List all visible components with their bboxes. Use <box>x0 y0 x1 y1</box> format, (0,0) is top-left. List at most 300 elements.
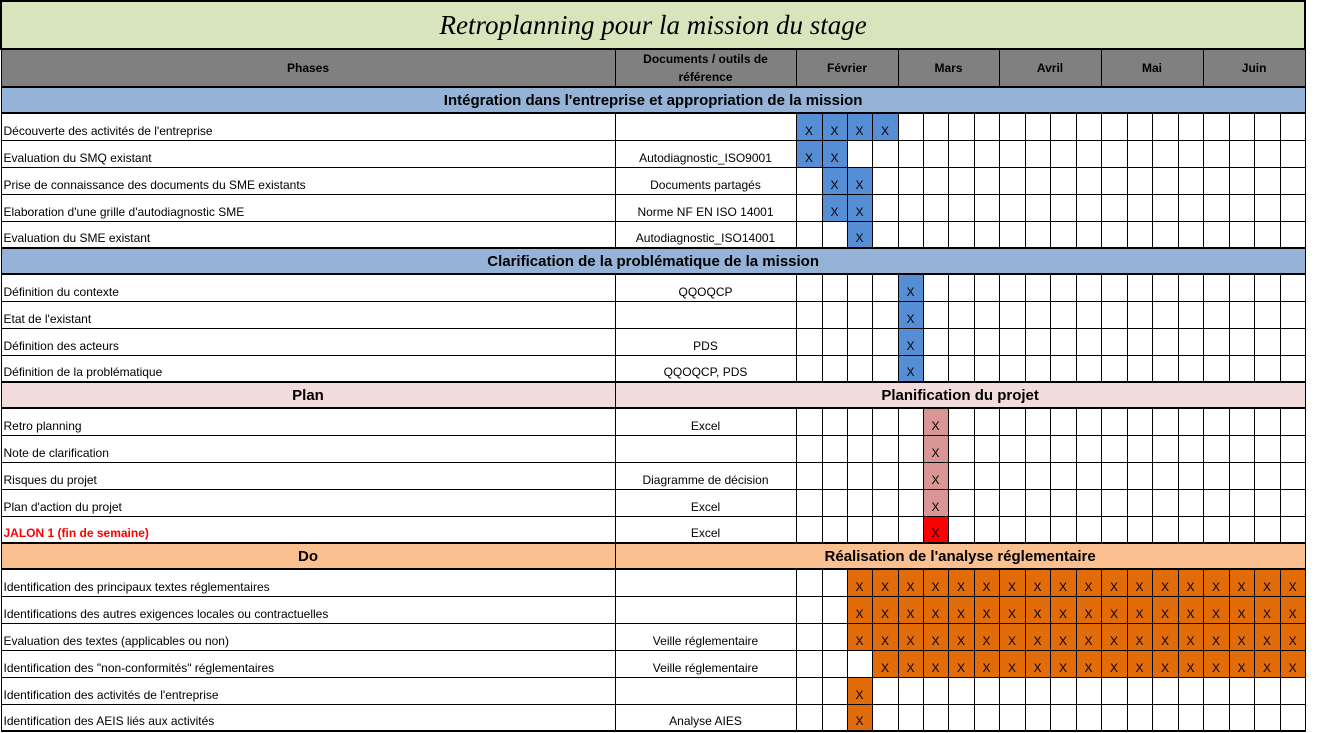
week-cell[interactable] <box>1229 677 1254 704</box>
week-cell[interactable] <box>1152 435 1178 462</box>
week-cell[interactable] <box>872 301 898 328</box>
week-cell[interactable]: X <box>1127 650 1152 677</box>
week-cell[interactable]: X <box>923 650 948 677</box>
week-cell[interactable] <box>1152 489 1178 516</box>
week-cell[interactable] <box>872 274 898 301</box>
week-cell[interactable] <box>872 704 898 731</box>
phase-cell[interactable]: Retro planning <box>1 408 615 435</box>
week-cell[interactable]: X <box>1127 569 1152 596</box>
week-cell[interactable] <box>1280 408 1305 435</box>
week-cell[interactable] <box>974 221 999 248</box>
week-cell[interactable]: X <box>847 194 872 221</box>
phase-cell[interactable]: Evaluation du SMQ existant <box>1 140 615 167</box>
week-cell[interactable]: X <box>948 650 974 677</box>
document-cell[interactable]: Diagramme de décision <box>615 462 796 489</box>
week-cell[interactable]: X <box>1229 650 1254 677</box>
week-cell[interactable]: X <box>898 650 923 677</box>
phase-cell[interactable]: Identification des AEIS liés aux activités <box>1 704 615 731</box>
week-cell[interactable]: X <box>898 274 923 301</box>
week-cell[interactable]: X <box>923 569 948 596</box>
document-cell[interactable] <box>615 301 796 328</box>
week-cell[interactable] <box>822 650 847 677</box>
week-cell[interactable] <box>1178 194 1203 221</box>
week-cell[interactable] <box>1203 167 1229 194</box>
week-cell[interactable]: X <box>872 596 898 623</box>
week-cell[interactable] <box>1050 194 1076 221</box>
week-cell[interactable] <box>1050 677 1076 704</box>
week-cell[interactable]: X <box>1050 569 1076 596</box>
week-cell[interactable] <box>796 328 822 355</box>
week-cell[interactable]: X <box>999 569 1025 596</box>
week-cell[interactable] <box>1178 274 1203 301</box>
week-cell[interactable] <box>898 462 923 489</box>
week-cell[interactable] <box>1127 462 1152 489</box>
week-cell[interactable] <box>1152 328 1178 355</box>
week-cell[interactable]: X <box>822 113 847 140</box>
document-cell[interactable]: Excel <box>615 516 796 543</box>
week-cell[interactable] <box>796 462 822 489</box>
week-cell[interactable] <box>847 408 872 435</box>
week-cell[interactable] <box>1178 408 1203 435</box>
week-cell[interactable] <box>1050 489 1076 516</box>
week-cell[interactable] <box>923 301 948 328</box>
document-cell[interactable]: Excel <box>615 489 796 516</box>
week-cell[interactable] <box>1229 221 1254 248</box>
week-cell[interactable]: X <box>1280 623 1305 650</box>
week-cell[interactable]: X <box>872 623 898 650</box>
week-cell[interactable] <box>822 704 847 731</box>
week-cell[interactable] <box>974 113 999 140</box>
week-cell[interactable] <box>1076 516 1101 543</box>
week-cell[interactable] <box>872 489 898 516</box>
week-cell[interactable] <box>1254 328 1280 355</box>
week-cell[interactable] <box>1203 435 1229 462</box>
week-cell[interactable] <box>1025 221 1050 248</box>
week-cell[interactable]: X <box>822 194 847 221</box>
week-cell[interactable]: X <box>1050 596 1076 623</box>
week-cell[interactable] <box>1076 113 1101 140</box>
document-cell[interactable]: Autodiagnostic_ISO14001 <box>615 221 796 248</box>
week-cell[interactable]: X <box>898 355 923 382</box>
week-cell[interactable] <box>796 167 822 194</box>
week-cell[interactable]: X <box>1254 650 1280 677</box>
week-cell[interactable] <box>974 516 999 543</box>
week-cell[interactable] <box>1178 489 1203 516</box>
week-cell[interactable] <box>923 140 948 167</box>
week-cell[interactable] <box>1101 408 1127 435</box>
week-cell[interactable] <box>1127 516 1152 543</box>
week-cell[interactable] <box>822 569 847 596</box>
week-cell[interactable] <box>923 355 948 382</box>
week-cell[interactable]: X <box>1152 650 1178 677</box>
phase-cell[interactable]: Définition du contexte <box>1 274 615 301</box>
week-cell[interactable] <box>1178 113 1203 140</box>
week-cell[interactable] <box>999 167 1025 194</box>
week-cell[interactable] <box>1254 355 1280 382</box>
week-cell[interactable] <box>1152 301 1178 328</box>
week-cell[interactable] <box>1280 462 1305 489</box>
week-cell[interactable] <box>974 489 999 516</box>
week-cell[interactable] <box>1229 489 1254 516</box>
week-cell[interactable] <box>999 113 1025 140</box>
week-cell[interactable]: X <box>1280 569 1305 596</box>
week-cell[interactable] <box>948 677 974 704</box>
week-cell[interactable]: X <box>847 677 872 704</box>
week-cell[interactable] <box>1254 435 1280 462</box>
week-cell[interactable] <box>1101 221 1127 248</box>
week-cell[interactable] <box>1178 221 1203 248</box>
week-cell[interactable] <box>847 650 872 677</box>
phase-cell[interactable]: Définition de la problématique <box>1 355 615 382</box>
week-cell[interactable] <box>1203 408 1229 435</box>
week-cell[interactable]: X <box>847 113 872 140</box>
week-cell[interactable] <box>1025 516 1050 543</box>
week-cell[interactable] <box>1101 167 1127 194</box>
week-cell[interactable] <box>1025 408 1050 435</box>
week-cell[interactable] <box>898 435 923 462</box>
phase-cell[interactable]: Identification des principaux textes réglementaires <box>1 569 615 596</box>
week-cell[interactable] <box>1127 704 1152 731</box>
week-cell[interactable] <box>1178 462 1203 489</box>
week-cell[interactable] <box>999 355 1025 382</box>
week-cell[interactable] <box>974 274 999 301</box>
week-cell[interactable]: X <box>974 650 999 677</box>
week-cell[interactable] <box>974 301 999 328</box>
week-cell[interactable] <box>1076 274 1101 301</box>
week-cell[interactable] <box>1178 435 1203 462</box>
week-cell[interactable] <box>898 194 923 221</box>
week-cell[interactable] <box>999 221 1025 248</box>
week-cell[interactable] <box>898 140 923 167</box>
week-cell[interactable] <box>1203 355 1229 382</box>
week-cell[interactable] <box>822 489 847 516</box>
week-cell[interactable] <box>999 677 1025 704</box>
week-cell[interactable] <box>1127 140 1152 167</box>
week-cell[interactable]: X <box>872 113 898 140</box>
week-cell[interactable] <box>1152 113 1178 140</box>
week-cell[interactable] <box>1203 462 1229 489</box>
week-cell[interactable] <box>999 516 1025 543</box>
week-cell[interactable]: X <box>1203 596 1229 623</box>
week-cell[interactable] <box>1280 274 1305 301</box>
week-cell[interactable] <box>796 408 822 435</box>
week-cell[interactable]: X <box>1050 650 1076 677</box>
week-cell[interactable] <box>898 516 923 543</box>
week-cell[interactable] <box>847 462 872 489</box>
week-cell[interactable] <box>1280 301 1305 328</box>
week-cell[interactable] <box>1127 221 1152 248</box>
week-cell[interactable] <box>847 328 872 355</box>
week-cell[interactable]: X <box>1203 650 1229 677</box>
week-cell[interactable] <box>822 328 847 355</box>
week-cell[interactable] <box>898 489 923 516</box>
week-cell[interactable] <box>1203 516 1229 543</box>
week-cell[interactable] <box>898 677 923 704</box>
week-cell[interactable] <box>1280 167 1305 194</box>
week-cell[interactable] <box>948 274 974 301</box>
week-cell[interactable] <box>1203 221 1229 248</box>
week-cell[interactable] <box>1254 516 1280 543</box>
week-cell[interactable] <box>872 516 898 543</box>
week-cell[interactable] <box>1280 221 1305 248</box>
week-cell[interactable] <box>872 408 898 435</box>
week-cell[interactable] <box>847 274 872 301</box>
week-cell[interactable]: X <box>1254 596 1280 623</box>
week-cell[interactable] <box>847 140 872 167</box>
week-cell[interactable] <box>1229 113 1254 140</box>
week-cell[interactable] <box>822 301 847 328</box>
document-cell[interactable] <box>615 113 796 140</box>
week-cell[interactable] <box>1203 140 1229 167</box>
week-cell[interactable] <box>1127 355 1152 382</box>
week-cell[interactable] <box>974 408 999 435</box>
week-cell[interactable] <box>999 462 1025 489</box>
week-cell[interactable] <box>872 435 898 462</box>
week-cell[interactable] <box>822 623 847 650</box>
week-cell[interactable]: X <box>1280 650 1305 677</box>
week-cell[interactable] <box>1025 274 1050 301</box>
week-cell[interactable] <box>1050 113 1076 140</box>
week-cell[interactable] <box>1152 274 1178 301</box>
week-cell[interactable] <box>1025 167 1050 194</box>
week-cell[interactable] <box>1127 328 1152 355</box>
week-cell[interactable] <box>923 677 948 704</box>
week-cell[interactable] <box>1203 677 1229 704</box>
week-cell[interactable] <box>1280 677 1305 704</box>
phase-cell[interactable]: Identification des activités de l'entreprise <box>1 677 615 704</box>
week-cell[interactable]: X <box>1203 623 1229 650</box>
document-cell[interactable]: QQOQCP <box>615 274 796 301</box>
document-cell[interactable]: QQOQCP, PDS <box>615 355 796 382</box>
week-cell[interactable] <box>1203 489 1229 516</box>
week-cell[interactable] <box>1050 355 1076 382</box>
document-cell[interactable]: Analyse AIES <box>615 704 796 731</box>
week-cell[interactable]: X <box>999 596 1025 623</box>
week-cell[interactable]: X <box>974 623 999 650</box>
week-cell[interactable]: X <box>1178 623 1203 650</box>
week-cell[interactable] <box>1152 167 1178 194</box>
week-cell[interactable]: X <box>1152 569 1178 596</box>
week-cell[interactable] <box>898 113 923 140</box>
week-cell[interactable] <box>872 355 898 382</box>
week-cell[interactable] <box>1152 516 1178 543</box>
week-cell[interactable] <box>1025 677 1050 704</box>
document-cell[interactable]: Norme NF EN ISO 14001 <box>615 194 796 221</box>
week-cell[interactable] <box>822 355 847 382</box>
week-cell[interactable] <box>847 301 872 328</box>
week-cell[interactable] <box>948 462 974 489</box>
week-cell[interactable]: X <box>1127 623 1152 650</box>
week-cell[interactable] <box>1050 140 1076 167</box>
week-cell[interactable] <box>796 650 822 677</box>
week-cell[interactable] <box>872 221 898 248</box>
week-cell[interactable] <box>923 221 948 248</box>
week-cell[interactable] <box>1025 704 1050 731</box>
week-cell[interactable]: X <box>1178 596 1203 623</box>
week-cell[interactable] <box>1127 167 1152 194</box>
week-cell[interactable] <box>847 435 872 462</box>
week-cell[interactable] <box>1203 113 1229 140</box>
week-cell[interactable] <box>872 328 898 355</box>
week-cell[interactable] <box>948 516 974 543</box>
week-cell[interactable] <box>1050 328 1076 355</box>
week-cell[interactable] <box>1152 408 1178 435</box>
week-cell[interactable] <box>1101 328 1127 355</box>
week-cell[interactable] <box>1127 113 1152 140</box>
week-cell[interactable] <box>1025 355 1050 382</box>
document-cell[interactable]: PDS <box>615 328 796 355</box>
week-cell[interactable] <box>1229 435 1254 462</box>
document-cell[interactable]: Veille réglementaire <box>615 650 796 677</box>
week-cell[interactable] <box>1101 140 1127 167</box>
week-cell[interactable] <box>1178 301 1203 328</box>
week-cell[interactable] <box>1254 301 1280 328</box>
week-cell[interactable] <box>796 596 822 623</box>
week-cell[interactable]: X <box>822 167 847 194</box>
week-cell[interactable] <box>1076 167 1101 194</box>
week-cell[interactable] <box>1152 355 1178 382</box>
week-cell[interactable]: X <box>1254 569 1280 596</box>
week-cell[interactable]: X <box>974 596 999 623</box>
week-cell[interactable]: X <box>1101 623 1127 650</box>
week-cell[interactable] <box>1101 677 1127 704</box>
week-cell[interactable]: X <box>1076 623 1101 650</box>
week-cell[interactable] <box>898 408 923 435</box>
week-cell[interactable] <box>1178 516 1203 543</box>
week-cell[interactable] <box>1203 301 1229 328</box>
week-cell[interactable] <box>898 221 923 248</box>
week-cell[interactable] <box>999 194 1025 221</box>
week-cell[interactable] <box>948 489 974 516</box>
week-cell[interactable] <box>1229 516 1254 543</box>
week-cell[interactable]: X <box>923 623 948 650</box>
phase-cell[interactable]: JALON 1 (fin de semaine) <box>1 516 615 543</box>
week-cell[interactable]: X <box>898 623 923 650</box>
week-cell[interactable] <box>822 677 847 704</box>
week-cell[interactable] <box>1076 328 1101 355</box>
week-cell[interactable] <box>923 113 948 140</box>
week-cell[interactable] <box>1076 704 1101 731</box>
week-cell[interactable]: X <box>847 704 872 731</box>
week-cell[interactable] <box>923 704 948 731</box>
week-cell[interactable]: X <box>898 328 923 355</box>
week-cell[interactable]: X <box>923 596 948 623</box>
week-cell[interactable]: X <box>1050 623 1076 650</box>
week-cell[interactable] <box>974 435 999 462</box>
week-cell[interactable] <box>1254 274 1280 301</box>
week-cell[interactable]: X <box>796 140 822 167</box>
week-cell[interactable]: X <box>1076 596 1101 623</box>
week-cell[interactable] <box>1254 489 1280 516</box>
week-cell[interactable] <box>796 301 822 328</box>
week-cell[interactable] <box>847 516 872 543</box>
week-cell[interactable] <box>1076 462 1101 489</box>
week-cell[interactable] <box>1203 328 1229 355</box>
week-cell[interactable] <box>1050 516 1076 543</box>
week-cell[interactable] <box>1101 489 1127 516</box>
week-cell[interactable] <box>1076 677 1101 704</box>
week-cell[interactable]: X <box>1178 650 1203 677</box>
week-cell[interactable] <box>1280 516 1305 543</box>
week-cell[interactable] <box>1178 140 1203 167</box>
week-cell[interactable] <box>923 194 948 221</box>
week-cell[interactable] <box>948 194 974 221</box>
week-cell[interactable] <box>796 435 822 462</box>
week-cell[interactable] <box>1076 355 1101 382</box>
week-cell[interactable] <box>948 301 974 328</box>
week-cell[interactable] <box>872 462 898 489</box>
week-cell[interactable] <box>948 435 974 462</box>
document-cell[interactable] <box>615 569 796 596</box>
week-cell[interactable] <box>1254 408 1280 435</box>
week-cell[interactable] <box>1254 462 1280 489</box>
week-cell[interactable] <box>1229 140 1254 167</box>
week-cell[interactable] <box>1076 408 1101 435</box>
week-cell[interactable]: X <box>1229 623 1254 650</box>
week-cell[interactable] <box>1178 677 1203 704</box>
week-cell[interactable] <box>1280 355 1305 382</box>
week-cell[interactable] <box>1152 677 1178 704</box>
week-cell[interactable] <box>1050 435 1076 462</box>
week-cell[interactable] <box>1127 301 1152 328</box>
week-cell[interactable] <box>1050 167 1076 194</box>
week-cell[interactable] <box>796 516 822 543</box>
week-cell[interactable]: X <box>948 569 974 596</box>
week-cell[interactable] <box>1127 408 1152 435</box>
document-cell[interactable]: Veille réglementaire <box>615 623 796 650</box>
week-cell[interactable] <box>1076 221 1101 248</box>
week-cell[interactable] <box>974 704 999 731</box>
document-cell[interactable]: Excel <box>615 408 796 435</box>
week-cell[interactable] <box>1229 167 1254 194</box>
week-cell[interactable] <box>1101 355 1127 382</box>
week-cell[interactable] <box>1076 140 1101 167</box>
week-cell[interactable] <box>796 194 822 221</box>
week-cell[interactable] <box>1050 274 1076 301</box>
week-cell[interactable]: X <box>1101 650 1127 677</box>
week-cell[interactable]: X <box>948 596 974 623</box>
week-cell[interactable] <box>1025 462 1050 489</box>
week-cell[interactable] <box>948 113 974 140</box>
week-cell[interactable] <box>1076 435 1101 462</box>
week-cell[interactable]: X <box>872 569 898 596</box>
week-cell[interactable] <box>1101 274 1127 301</box>
week-cell[interactable] <box>999 704 1025 731</box>
week-cell[interactable] <box>999 408 1025 435</box>
week-cell[interactable] <box>1152 140 1178 167</box>
week-cell[interactable] <box>948 221 974 248</box>
phase-cell[interactable]: Identifications des autres exigences locales ou contractuelles <box>1 596 615 623</box>
week-cell[interactable] <box>898 704 923 731</box>
week-cell[interactable] <box>822 516 847 543</box>
week-cell[interactable] <box>948 704 974 731</box>
week-cell[interactable] <box>1254 140 1280 167</box>
week-cell[interactable]: X <box>847 596 872 623</box>
week-cell[interactable] <box>1229 355 1254 382</box>
week-cell[interactable] <box>872 194 898 221</box>
week-cell[interactable] <box>1050 408 1076 435</box>
week-cell[interactable] <box>948 140 974 167</box>
phase-cell[interactable]: Evaluation du SME existant <box>1 221 615 248</box>
week-cell[interactable] <box>1050 462 1076 489</box>
week-cell[interactable]: X <box>948 623 974 650</box>
week-cell[interactable] <box>822 408 847 435</box>
week-cell[interactable] <box>974 355 999 382</box>
week-cell[interactable]: X <box>1178 569 1203 596</box>
week-cell[interactable] <box>1101 113 1127 140</box>
document-cell[interactable] <box>615 435 796 462</box>
phase-cell[interactable]: Plan d'action du projet <box>1 489 615 516</box>
